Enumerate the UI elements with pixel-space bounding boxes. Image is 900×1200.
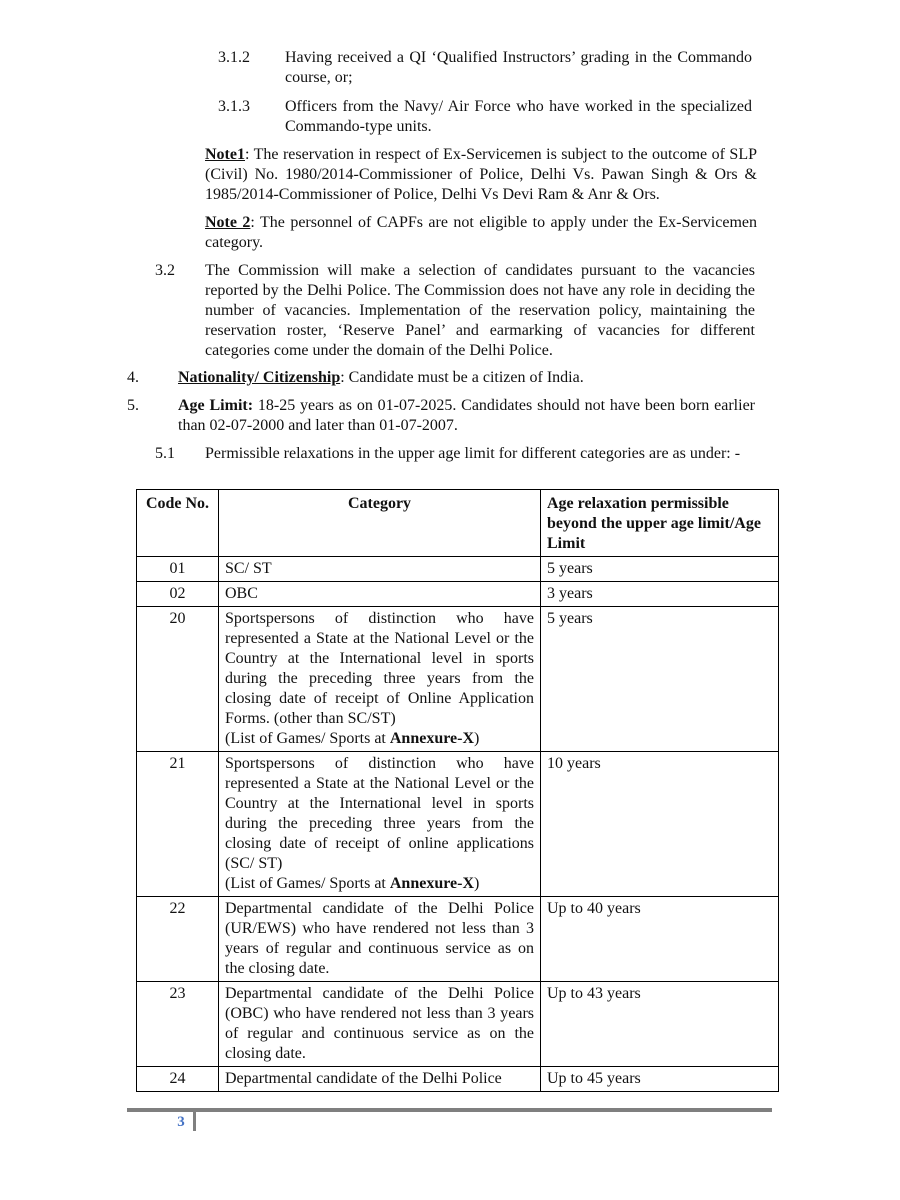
cell-relaxation: 3 years <box>541 582 779 607</box>
note-2-text: : The personnel of CAPFs are not eligible to apply under the Ex-Servicemen category. <box>205 214 757 251</box>
annexure-pre: (List of Games/ Sports at <box>225 875 390 892</box>
cell-category <box>219 752 541 897</box>
header-age-relaxation: Age relaxation permissible beyond the upper age limit/Age Limit <box>541 490 779 557</box>
cell-code: 23 <box>137 982 219 1067</box>
clause-text: Officers from the Navy/ Air Force who have worked in the specialized Commando-type units. <box>285 98 752 135</box>
clause-text: Having received a QI ‘Qualified Instructors’ grading in the Commando course, or; <box>285 49 752 86</box>
cell-code: 20 <box>137 607 219 752</box>
note-1-text: : The reservation in respect of Ex-Servicemen is subject to the outcome of SLP (Civil) No. 1980/2014-Commissioner of Police, Delhi Vs. Pawan Singh & Ors & 1985/2014-Commissioner of Police, Delhi Vs Devi Ram & Anr & Ors. <box>205 146 757 203</box>
cell-relaxation: 10 years <box>541 752 779 897</box>
annexure-ref: Annexure-X <box>389 875 475 892</box>
table-row <box>137 897 779 982</box>
section-5-heading: Age Limit: <box>178 397 254 414</box>
clause-number: 3.2 <box>155 262 175 279</box>
table-row <box>137 607 779 752</box>
cell-code: 01 <box>137 557 219 582</box>
section-4-heading: Nationality/ Citizenship <box>178 369 341 386</box>
note-1 <box>205 145 757 205</box>
section-number: 4. <box>127 369 139 386</box>
cell-code: 02 <box>137 582 219 607</box>
clause-3-2 <box>155 261 755 361</box>
cell-category: Departmental candidate of the Delhi Police <box>219 1067 541 1092</box>
section-text <box>178 396 755 436</box>
table-row <box>137 582 779 607</box>
section-text <box>178 368 755 388</box>
cell-relaxation: Up to 40 years <box>541 897 779 982</box>
clause-3-1-2 <box>218 48 758 88</box>
clause-3-1-3 <box>218 97 758 137</box>
cell-relaxation: 5 years <box>541 557 779 582</box>
note-2-label: Note 2 <box>205 214 251 231</box>
clause-text: The Commission will make a selection of candidates pursuant to the vacancies reported by the Delhi Police. The Commission does not have any role in deciding the number of vacancies. Implementation of the reservation policy, maintaining the reservation roster, ‘Reserve Panel’ and earmarking of vacancies for different categories come under the domain of the Delhi Police. <box>205 262 755 359</box>
section-4-body: : Candidate must be a citizen of India. <box>340 369 584 386</box>
table-row <box>137 557 779 582</box>
cell-category: SC/ ST <box>219 557 541 582</box>
cell-code: 22 <box>137 897 219 982</box>
table-row <box>137 982 779 1067</box>
section-4 <box>127 368 755 388</box>
category-text: Sportspersons of distinction who have represented a State at the National Level or the Country at the International level in sports during the preceding three years from the closing date of receipt of Online Application Forms. (other than SC/ST) <box>225 610 534 727</box>
age-relaxation-table <box>136 489 779 1092</box>
annexure-post: ) <box>474 875 480 892</box>
annexure-line <box>225 874 534 894</box>
section-5 <box>127 396 755 436</box>
section-number: 5. <box>127 397 139 414</box>
table-header-row <box>137 490 779 557</box>
clause-number: 5.1 <box>155 445 175 462</box>
annexure-ref: Annexure-X <box>389 730 475 747</box>
annexure-line <box>225 729 534 749</box>
clause-number: 3.1.2 <box>218 49 250 66</box>
cell-relaxation: 5 years <box>541 607 779 752</box>
page-number-bar <box>193 1110 196 1131</box>
cell-relaxation: Up to 43 years <box>541 982 779 1067</box>
cell-code: 21 <box>137 752 219 897</box>
header-code-no: Code No. <box>137 490 219 557</box>
cell-code: 24 <box>137 1067 219 1092</box>
page-number: 3 <box>177 1114 185 1130</box>
header-category: Category <box>219 490 541 557</box>
category-text: Sportspersons of distinction who have represented a State at the National Level or the Country at the International level in sports during the preceding three years from the closing date of receipt of online applications (SC/ ST) <box>225 755 534 872</box>
note-2 <box>205 213 757 253</box>
annexure-post: ) <box>474 730 480 747</box>
footer-divider <box>127 1108 772 1112</box>
cell-category: Departmental candidate of the Delhi Police (UR/EWS) who have rendered not less than 3 years of regular and continuous service as on the closing date. <box>219 897 541 982</box>
clause-number: 3.1.3 <box>218 98 250 115</box>
note-1-label: Note1 <box>205 146 245 163</box>
clause-text: Permissible relaxations in the upper age limit for different categories are as under: - <box>205 445 741 462</box>
cell-category: OBC <box>219 582 541 607</box>
cell-category <box>219 607 541 752</box>
cell-category: Departmental candidate of the Delhi Police (OBC) who have rendered not less than 3 years of regular and continuous service as on the closing date. <box>219 982 541 1067</box>
clause-5-1 <box>155 444 755 464</box>
cell-relaxation: Up to 45 years <box>541 1067 779 1092</box>
table-row <box>137 752 779 897</box>
section-5-body: 18-25 years as on 01-07-2025. Candidates should not have been born earlier than 02-07-2000 and later than 01-07-2007. <box>178 397 755 434</box>
annexure-pre: (List of Games/ Sports at <box>225 730 390 747</box>
table-row <box>137 1067 779 1092</box>
